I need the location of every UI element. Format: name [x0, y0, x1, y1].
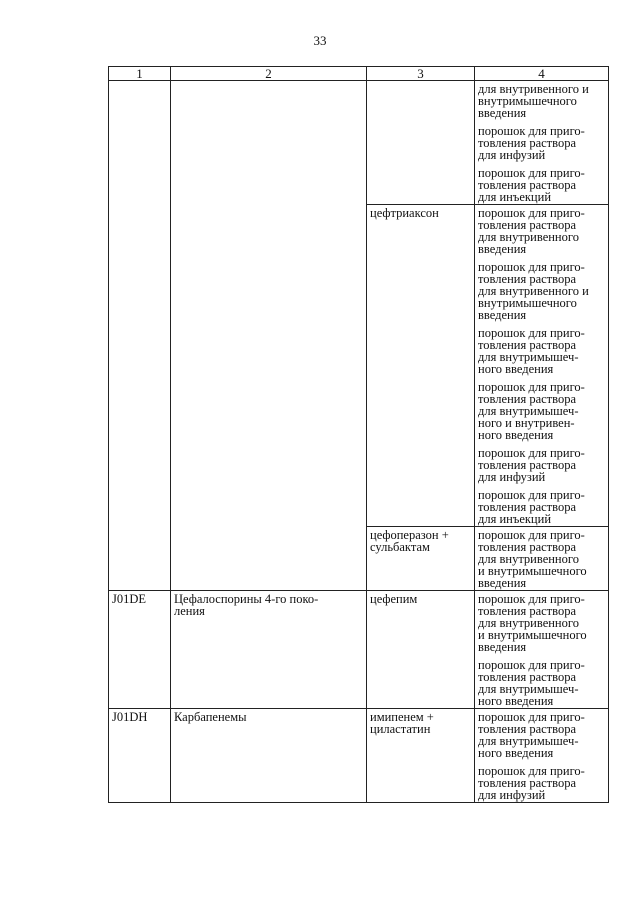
table-row [109, 709, 609, 803]
drug-table [108, 66, 609, 803]
dosage-form: порошок для приго- товления раствора для внутримышеч- ного и внутривен- ного введения [478, 380, 585, 442]
dosage-form: порошок для приго- товления раствора для внутривенного и внутримышечного введения [478, 592, 587, 654]
group-name-cell: Цефалоспорины 4-го поко- ления [171, 591, 367, 709]
drug-name-cell: имипенем + циластатин [367, 709, 475, 803]
group-name-cell: Карбапенемы [171, 709, 367, 803]
dosage-form: порошок для приго- товления раствора для внутривенного введения [478, 206, 585, 256]
table-row [109, 591, 609, 709]
dosage-form: порошок для приго- товления раствора для внутривенного и внутримышечного введения [478, 260, 589, 322]
atc-code-cell [109, 81, 171, 591]
atc-code-cell: J01DE [109, 591, 171, 709]
dosage-form: для внутривенного и внутримышечного введения [478, 82, 589, 120]
dosage-form: порошок для приго- товления раствора для внутримышеч- ного введения [478, 658, 585, 708]
drug-name-cell: цефепим [367, 591, 475, 709]
dosage-form: порошок для приго- товления раствора для внутримышеч- ного введения [478, 710, 585, 760]
dosage-form: порошок для приго- товления раствора для внутримышеч- ного введения [478, 326, 585, 376]
drug-name-cell: цефтриаксон [367, 205, 475, 527]
dosage-form: порошок для приго- товления раствора для инфузий [478, 124, 585, 162]
dosage-form: порошок для приго- товления раствора для инфузий [478, 764, 585, 802]
dosage-form: порошок для приго- товления раствора для инъекций [478, 488, 585, 526]
drug-name-cell [367, 81, 475, 205]
dosage-forms-cell [475, 709, 609, 803]
dosage-form: порошок для приго- товления раствора для инъекций [478, 166, 585, 204]
dosage-forms-cell [475, 205, 609, 527]
dosage-forms-cell [475, 81, 609, 205]
dosage-form: порошок для приго- товления раствора для инфузий [478, 446, 585, 484]
atc-code-cell: J01DH [109, 709, 171, 803]
table-header-row [109, 67, 609, 81]
page-number: 33 [313, 33, 327, 48]
dosage-form: порошок для приго- товления раствора для внутривенного и внутримышечного введения [478, 528, 587, 590]
column-number: 4 [475, 67, 609, 81]
drug-name-cell: цефоперазон + сульбактам [367, 527, 475, 591]
column-number: 2 [171, 67, 367, 81]
column-number: 1 [109, 67, 171, 81]
group-name-cell [171, 81, 367, 591]
column-number: 3 [367, 67, 475, 81]
table-row [109, 81, 609, 205]
dosage-forms-cell [475, 591, 609, 709]
dosage-forms-cell [475, 527, 609, 591]
